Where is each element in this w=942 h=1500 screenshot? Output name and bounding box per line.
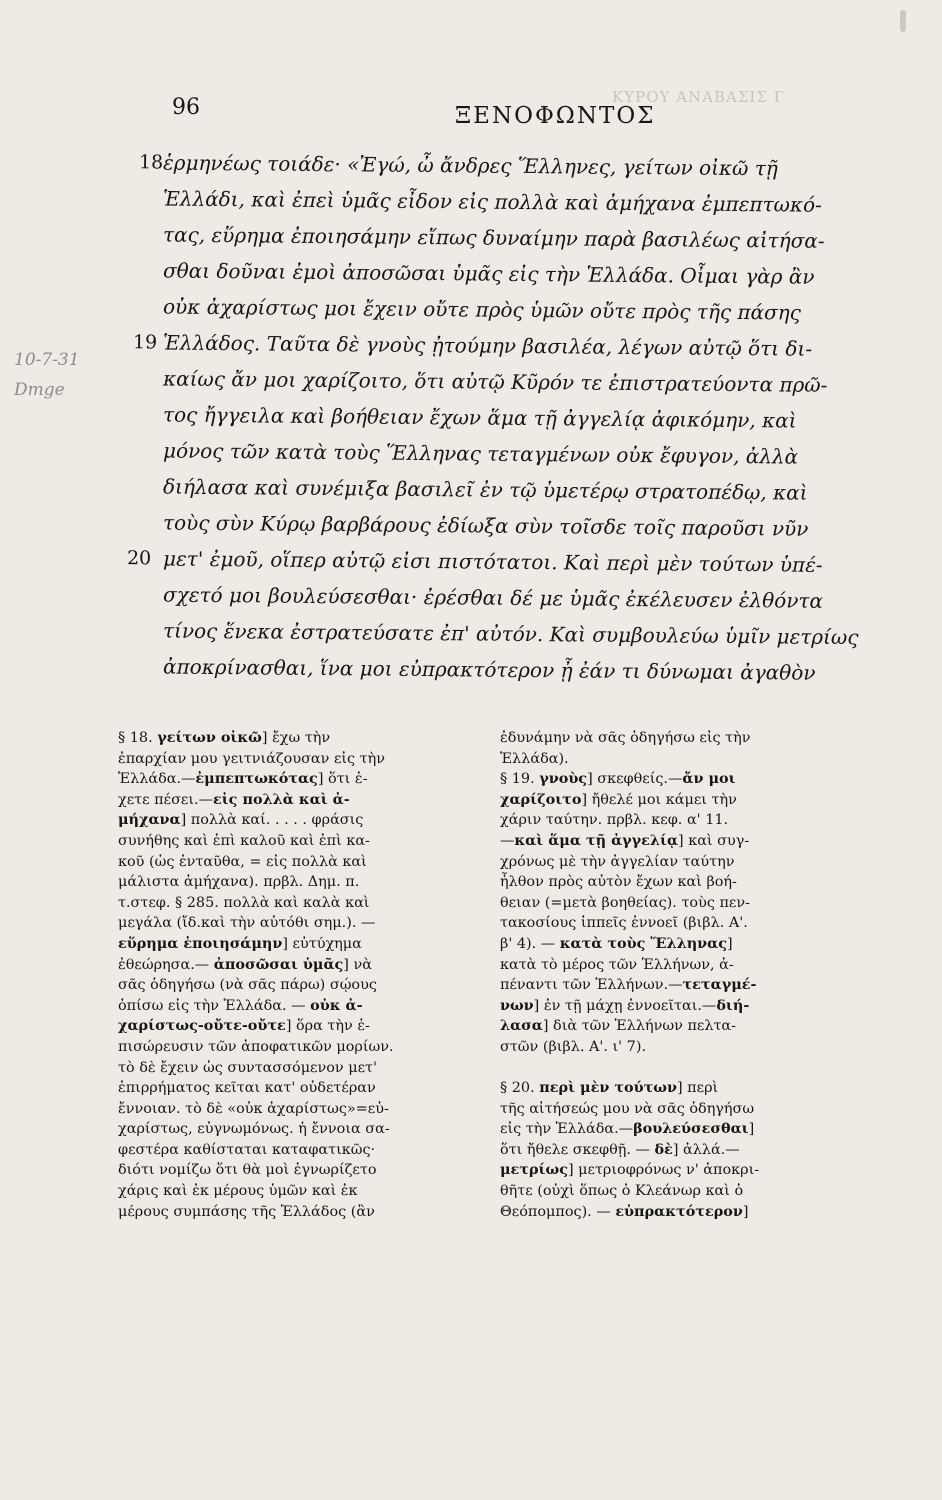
note-text: χετε πέσει.— bbox=[118, 791, 213, 808]
margin-note-line: 10-7-31 bbox=[14, 350, 80, 370]
text-line-content: τας, εὕρημα ἐποιησάμην εἴπως δυναίμην παρὰ βασιλέως αἰτήσα- bbox=[162, 222, 825, 253]
note-line bbox=[500, 1078, 850, 1099]
note-text: ] bbox=[726, 935, 733, 952]
note-text: ] ἤθελέ μοι κάμει τὴν bbox=[581, 791, 737, 808]
note-lemma: ἄν μοι bbox=[682, 770, 736, 788]
note-text: ] bbox=[748, 1121, 755, 1138]
note-text: ἦλθον πρὸς αὐτὸν ἔχων καὶ βοή- bbox=[500, 874, 737, 891]
note-text: συνήθης καὶ ἐπὶ καλοῦ καὶ ἐπὶ κα- bbox=[118, 832, 370, 849]
note-line bbox=[118, 913, 478, 934]
text-line-content: τος ἤγγειλα καὶ βοήθειαν ἔχων ἅμα τῇ ἀγγελίᾳ ἀφικόμην, καὶ bbox=[162, 402, 797, 433]
note-text: μεγάλα (ἴδ.καὶ τὴν αὐτόθι σημ.). — bbox=[118, 915, 376, 932]
note-line bbox=[118, 1140, 478, 1161]
note-line bbox=[118, 893, 478, 914]
note-text: Ἑλλάδα.— bbox=[118, 771, 196, 788]
note-text: μάλιστα ἀμήχανα). πρβλ. Δημ. π. bbox=[118, 874, 360, 891]
note-line bbox=[118, 1016, 478, 1037]
note-lemma: κατὰ τοὺς Ἕλληνας bbox=[559, 934, 727, 952]
note-text: ἐδυνάμην νὰ σᾶς ὁδηγήσω εἰς τὴν bbox=[500, 730, 751, 746]
note-line bbox=[118, 975, 478, 996]
note-line bbox=[500, 1140, 850, 1161]
note-line bbox=[500, 1119, 850, 1140]
note-line bbox=[118, 872, 478, 893]
paper-stain bbox=[900, 10, 906, 32]
text-line-content: ἑρμηνέως τοιάδε· «Ἐγώ, ὦ ἄνδρες Ἕλληνες, γείτων οἰκῶ τῇ bbox=[162, 150, 778, 181]
text-line-content: ἀποκρίνασθαι, ἵνα μοι εὐπρακτότερον ᾖ ἐάν τι δύνωμαι ἀγαθὸν bbox=[162, 654, 816, 685]
note-line bbox=[500, 1016, 850, 1037]
text-line-content: Ἑλλάδι, καὶ ἐπεὶ ὑμᾶς εἶδον εἰς πολλὰ καὶ ἀμήχανα ἐμπεπτωκό- bbox=[162, 186, 822, 217]
note-text: τ.στεφ. § 285. πολλὰ καὶ καλὰ καὶ bbox=[118, 894, 370, 911]
note-text: κοῦ (ὡς ἐνταῦθα, = εἰς πολλὰ καὶ bbox=[118, 853, 367, 870]
text-line-content: μετ' ἐμοῦ, οἵπερ αὐτῷ εἰσι πιστότατοι. Καὶ περὶ μὲν τούτων ὑπέ- bbox=[162, 546, 823, 577]
note-text: ] πολλὰ καί. . . . . φράσις bbox=[180, 812, 364, 829]
note-lemma: εὐπρακτότερον bbox=[615, 1202, 743, 1220]
note-lemma: χαρίζοιτο bbox=[500, 790, 582, 808]
note-line bbox=[118, 1078, 478, 1099]
note-text: στῶν (βιβλ. Α'. ι' 7). bbox=[500, 1038, 647, 1055]
note-lemma: γνοὺς bbox=[539, 770, 588, 788]
note-text: § 19. bbox=[500, 771, 540, 788]
note-line bbox=[500, 934, 850, 955]
note-lemma: καὶ ἅμα τῇ ἀγγελίᾳ bbox=[514, 831, 679, 849]
handwritten-margin-note bbox=[14, 345, 80, 405]
note-line bbox=[118, 790, 478, 811]
note-line bbox=[118, 1160, 478, 1181]
note-line bbox=[118, 810, 478, 831]
note-lemma: τεταγμέ- bbox=[682, 976, 757, 994]
note-text: τακοσίους ἱππεῖς ἐννοεῖ (βιβλ. Α'. bbox=[500, 915, 748, 932]
note-text: § 20. bbox=[500, 1080, 540, 1097]
note-line bbox=[118, 1037, 478, 1058]
note-lemma: ἐμπεπτωκότας bbox=[195, 770, 318, 788]
note-line bbox=[118, 749, 478, 770]
note-text: ] περὶ bbox=[676, 1080, 719, 1097]
note-text: χάριν ταύτην. πρβλ. κεφ. α' 11. bbox=[500, 812, 729, 829]
note-line bbox=[118, 831, 478, 852]
note-line bbox=[500, 1099, 850, 1120]
note-text: Θεόπομπος). — bbox=[500, 1203, 616, 1220]
note-lemma: λασα bbox=[500, 1017, 543, 1035]
note-lemma: ἀποσῶσαι ὑμᾶς bbox=[213, 955, 344, 973]
note-text: Ἑλλάδα). bbox=[500, 750, 569, 767]
note-text: — bbox=[500, 832, 515, 849]
note-text: ] ἔχω τὴν bbox=[261, 730, 331, 746]
note-text: ] ἀλλά.— bbox=[672, 1141, 740, 1158]
note-line bbox=[500, 1181, 850, 1202]
note-lemma: βουλεύσεσθαι bbox=[633, 1120, 749, 1138]
note-line bbox=[500, 893, 850, 914]
bleed-through-title: ΚΥΡΟΥ ΑΝΑΒΑΣΙΣ Γ bbox=[612, 88, 786, 106]
section-number: 18 bbox=[138, 151, 164, 174]
note-text: πέναντι τῶν Ἑλλήνων.— bbox=[500, 977, 683, 994]
note-text: ] μετριοφρόνως ν' ἀποκρι- bbox=[567, 1162, 760, 1179]
margin-note-line: Dmge bbox=[14, 380, 65, 400]
note-text: θῆτε (οὐχὶ ὅπως ὁ Κλεάνωρ καὶ ὁ bbox=[500, 1183, 744, 1200]
note-line bbox=[500, 749, 850, 770]
page-header bbox=[0, 95, 942, 135]
footnotes-right-column bbox=[500, 728, 850, 1222]
note-text: ] διὰ τῶν Ἑλλήνων πελτα- bbox=[542, 1018, 737, 1035]
note-line bbox=[500, 790, 850, 811]
note-line bbox=[118, 1119, 478, 1140]
note-lemma: μετρίως bbox=[500, 1161, 568, 1179]
text-line-content: σθαι δοῦναι ἐμοὶ ἀποσῶσαι ὑμᾶς εἰς τὴν Ἑλλάδα. Οἶμαι γὰρ ἂν bbox=[162, 258, 815, 289]
note-line bbox=[118, 955, 478, 976]
note-line bbox=[500, 769, 850, 790]
note-line bbox=[500, 1202, 850, 1223]
note-line bbox=[118, 996, 478, 1017]
note-lemma: μήχανα bbox=[118, 811, 181, 829]
note-lemma: εὕρημα ἐποιησάμην bbox=[118, 934, 283, 952]
note-line bbox=[500, 1160, 850, 1181]
text-line-content: μόνος τῶν κατὰ τοὺς Ἕλληνας τεταγμένων οὐκ ἔφυγον, ἀλλὰ bbox=[162, 438, 799, 469]
text-line-content: τίνος ἕνεκα ἐστρατεύσατε ἐπ' αὐτόν. Καὶ συμβουλεύω ὑμῖν μετρίως bbox=[162, 618, 859, 650]
note-text: ἐθεώρησα.— bbox=[118, 956, 214, 973]
note-text: διότι νομίζω ὅτι θὰ μοὶ ἐγνωρίζετο bbox=[118, 1162, 377, 1179]
note-text: φεστέρα καθίσταται καταφατικῶς· bbox=[118, 1141, 376, 1158]
note-text: κατὰ τὸ μέρος τῶν Ἑλλήνων, ἀ- bbox=[500, 956, 734, 973]
note-line bbox=[118, 1181, 478, 1202]
note-text: ] εὐτύχημα bbox=[282, 935, 362, 952]
note-line bbox=[500, 831, 850, 852]
note-text: χάρις καὶ ἐκ μέρους ὑμῶν καὶ ἐκ bbox=[118, 1183, 358, 1200]
footnotes-left-column bbox=[118, 728, 478, 1222]
note-text: σᾶς ὁδηγήσω (νὰ σᾶς πάρω) σῴους bbox=[118, 977, 377, 994]
note-text: ] bbox=[742, 1203, 749, 1220]
note-line bbox=[500, 996, 850, 1017]
text-line-content: Ἑλλάδος. Ταῦτα δὲ γνοὺς ᾐτούμην βασιλέα, λέγων αὐτῷ ὅτι δι- bbox=[162, 330, 813, 361]
note-text: τὸ δὲ ἔχειν ὡς συντασσόμενον μετ' bbox=[118, 1059, 377, 1076]
section-number: 20 bbox=[126, 547, 152, 570]
note-line bbox=[500, 728, 850, 749]
note-text: ] ὅτι ἐ- bbox=[317, 771, 368, 788]
note-lemma: εἰς πολλὰ καὶ ἀ- bbox=[212, 790, 350, 808]
text-line-content: διήλασα καὶ συνέμιξα βασιλεῖ ἐν τῷ ὑμετέρῳ στρατοπέδῳ, καὶ bbox=[162, 474, 808, 505]
note-text: μέρους συμπάσης τῆς Ἑλλάδος (ἂν bbox=[118, 1203, 375, 1220]
note-text: τῆς αἰτήσεώς μου νὰ σᾶς ὁδηγήσω bbox=[500, 1100, 755, 1117]
note-text: ἐπιρρήματος κεῖται κατ' οὐδετέραν bbox=[118, 1080, 376, 1097]
note-text: ὀπίσω εἰς τὴν Ἑλλάδα. — bbox=[118, 997, 311, 1014]
note-text: ] σκεφθείς.— bbox=[587, 771, 683, 788]
note-text: β' 4). — bbox=[500, 935, 560, 952]
note-line bbox=[500, 810, 850, 831]
note-line bbox=[500, 975, 850, 996]
note-lemma: νων bbox=[500, 996, 534, 1014]
note-line bbox=[500, 955, 850, 976]
main-greek-text bbox=[126, 148, 905, 688]
note-lemma: χαρίστως-οὔτε-οὔτε bbox=[118, 1017, 286, 1035]
text-line-content: τοὺς σὺν Κύρῳ βαρβάρους ἐδίωξα σὺν τοῖσδε τοῖς παροῦσι νῦν bbox=[162, 510, 809, 541]
running-title: ΞΕΝΟΦΩΝΤΟΣ bbox=[455, 103, 656, 129]
note-text: ] νὰ bbox=[343, 956, 372, 973]
section-number: 19 bbox=[132, 331, 158, 354]
note-text: ] ὅρα τὴν ἐ- bbox=[285, 1018, 370, 1035]
note-lemma: περὶ μὲν τούτων bbox=[539, 1079, 677, 1097]
note-text: § 18. bbox=[118, 730, 158, 746]
note-line bbox=[118, 1099, 478, 1120]
note-text: θειαν (=μετὰ βοηθείας). τοὺς πεν- bbox=[500, 894, 750, 911]
note-text: ἐπαρχίαν μου γειτνιάζουσαν εἰς τὴν bbox=[118, 750, 386, 767]
note-line bbox=[118, 769, 478, 790]
note-line bbox=[500, 1037, 850, 1058]
text-line-content: οὐκ ἀχαρίστως μοι ἔχειν οὔτε πρὸς ὑμῶν οὔτε πρὸς τῆς πάσης bbox=[162, 294, 802, 325]
page-number: 96 bbox=[172, 95, 200, 120]
note-lemma: διή- bbox=[716, 996, 750, 1014]
note-text: χαρίστως, εὐγνωμόνως. ἡ ἔννοια σα- bbox=[118, 1121, 390, 1138]
note-text: ὅτι ἤθελε σκεφθῇ. — bbox=[500, 1141, 655, 1158]
note-text: χρόνως μὲ τὴν ἀγγελίαν ταύτην bbox=[500, 853, 735, 870]
note-text: ἔννοιαν. τὸ δὲ «οὐκ ἀχαρίστως»=εὐ- bbox=[118, 1100, 389, 1117]
note-line bbox=[118, 852, 478, 873]
note-line bbox=[500, 852, 850, 873]
note-lemma: οὐκ ἀ- bbox=[310, 996, 363, 1014]
note-text: εἰς τὴν Ἑλλάδα.— bbox=[500, 1121, 634, 1138]
note-line bbox=[118, 934, 478, 955]
text-line-content: σχετό μοι βουλεύσεσθαι· ἐρέσθαι δέ με ὑμᾶς ἐκέλευσεν ἐλθόντα bbox=[162, 582, 824, 613]
note-line bbox=[500, 913, 850, 934]
note-text: ] ἐν τῇ μάχῃ ἐννοεῖται.— bbox=[533, 997, 717, 1014]
note-spacer bbox=[500, 1058, 850, 1079]
note-line bbox=[500, 872, 850, 893]
text-line bbox=[145, 648, 905, 691]
note-line bbox=[118, 728, 478, 749]
note-line bbox=[118, 1058, 478, 1079]
note-text: πισώρευσιν τῶν ἀποφατικῶν μορίων. bbox=[118, 1038, 394, 1055]
note-line bbox=[118, 1202, 478, 1223]
text-line-content: καίως ἄν μοι χαρίζοιτο, ὅτι αὐτῷ Κῦρόν τε ἐπιστρατεύοντα πρῶ- bbox=[162, 366, 828, 397]
note-lemma: δὲ bbox=[654, 1140, 673, 1158]
note-text: ] καὶ συγ- bbox=[678, 832, 750, 849]
note-lemma: γείτων οἰκῶ bbox=[157, 729, 262, 746]
